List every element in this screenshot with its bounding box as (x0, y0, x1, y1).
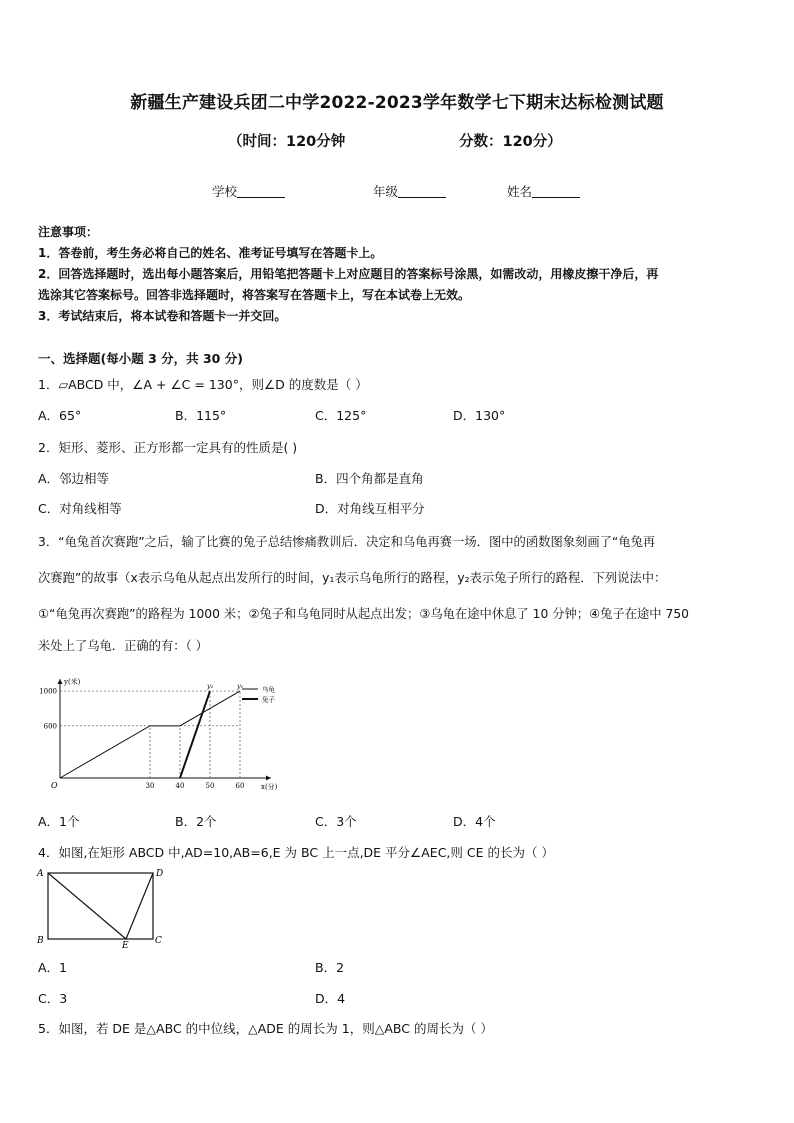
x-axis-arrow (266, 776, 271, 781)
school-field (212, 182, 285, 200)
school-blank (237, 184, 285, 198)
q3-option-d: D．4个 (453, 814, 496, 829)
q2-option-c: C．对角线相等 (38, 501, 122, 516)
notes-item: 1．答卷前，考生务必将自己的姓名、准考证号填写在答题卡上。 (38, 246, 383, 260)
x-tick-label: 60 (235, 782, 245, 790)
y-tick-label: 600 (43, 722, 57, 731)
legend-label: 乌龟 (262, 685, 275, 694)
y-tick-label: 1000 (39, 687, 57, 696)
grade-blank (398, 184, 446, 198)
exam-score: 分数：120分） (459, 134, 562, 150)
name-label: 姓名 (507, 184, 533, 199)
x-tick-label: 50 (205, 782, 215, 790)
q1-option-b: B．115° (175, 408, 227, 423)
q1-option-a: A．65° (38, 408, 82, 423)
segment-ae (48, 873, 126, 939)
name-field (507, 182, 580, 200)
notes-heading: 注意事项： (38, 225, 99, 239)
exam-time: （时间：120分钟 (228, 134, 346, 150)
q4-option-d: D．4 (315, 991, 346, 1006)
label-b: B (37, 936, 44, 946)
notes-item: 选涂其它答案标号。回答非选择题时，将答案写在答题卡上，写在本试卷上无效。 (38, 288, 471, 302)
notes-item: 3．考试结束后，将本试卷和答题卡一并交回。 (38, 309, 287, 323)
q2-option-b: B．四个角都是直角 (315, 471, 424, 486)
q3-line: ①“龟兔再次赛跑”的路程为 1000 米；②兔子和乌龟同时从起点出发；③乌龟在途中休息了 10 分钟；④兔子在途中 750 (38, 607, 689, 621)
q4-rectangle-figure (34, 866, 169, 950)
q4-option-a: A．1 (38, 960, 68, 975)
exam-title: 新疆生产建设兵团二中学2022-2023学年数学七下期末达标检测试题 (130, 93, 664, 113)
name-blank (532, 184, 580, 198)
series-end-label: y₁ (237, 682, 244, 691)
label-d: D (156, 869, 164, 879)
q2-option-d: D．对角线互相平分 (315, 501, 425, 516)
label-e: E (122, 941, 129, 950)
q4-stem: 4．如图,在矩形 ABCD 中,AD=10,AB=6,E 为 BC 上一点,DE 平分∠AEC,则 CE 的长为（ ） (38, 845, 554, 860)
series-end-label: y₂ (207, 682, 214, 691)
q3-option-c: C．3个 (315, 814, 357, 829)
q1-option-c: C．125° (315, 408, 367, 423)
grade-label: 年级 (373, 184, 399, 199)
segment-de (126, 873, 153, 939)
grade-field (373, 182, 446, 200)
legend-label: 兔子 (262, 695, 275, 704)
notes-block (38, 222, 760, 327)
origin-label: O (51, 781, 58, 790)
series-line-rabbit (180, 691, 210, 778)
x-tick-label: 40 (175, 782, 185, 790)
q1-option-d: D．130° (453, 408, 506, 423)
q2-stem: 2．矩形、菱形、正方形都一定具有的性质是( ) (38, 440, 298, 455)
rectangle-abcd (48, 873, 153, 939)
q3-line: 次赛跑”的故事（x表示乌龟从起点出发所行的时间，y₁表示乌龟所行的路程，y₂表示兔子所行的路程．下列说法中： (38, 571, 667, 585)
section-heading: 一、选择题(每小题 3 分，共 30 分) (38, 351, 243, 366)
x-axis-label: x(分) (261, 783, 278, 791)
school-label: 学校 (212, 184, 238, 199)
q3-line: 米处上了乌龟．正确的有：（ ） (38, 639, 208, 653)
notes-item: 2．回答选择题时，选出每小题答案后，用铅笔把答题卡上对应题目的答案标号涂黑，如需改动，用橡皮擦干净后，再 (38, 267, 659, 281)
q3-option-a: A．1个 (38, 814, 80, 829)
q4-option-c: C．3 (38, 991, 68, 1006)
q3-distance-time-chart (34, 673, 294, 798)
q3-line: 3．“龟兔首次赛跑”之后，输了比赛的兔子总结惨痛教训后．决定和乌龟再赛一场．图中的函数图象刻画了“龟兔再 (38, 535, 656, 549)
x-tick-label: 30 (145, 782, 155, 790)
q4-option-b: B．2 (315, 960, 345, 975)
q5-stem: 5．如图，若 DE 是△ABC 的中位线，△ADE 的周长为 1，则△ABC 的周长为（ ） (38, 1021, 493, 1036)
q3-option-b: B．2个 (175, 814, 217, 829)
label-a: A (37, 869, 44, 879)
y-axis-arrow (58, 679, 63, 684)
y-axis-label: y(米) (64, 678, 81, 686)
label-c: C (155, 936, 162, 946)
q1-stem: 1．▱ABCD 中，∠A + ∠C = 130°，则∠D 的度数是（ ） (38, 377, 368, 392)
q2-option-a: A．邻边相等 (38, 471, 110, 486)
